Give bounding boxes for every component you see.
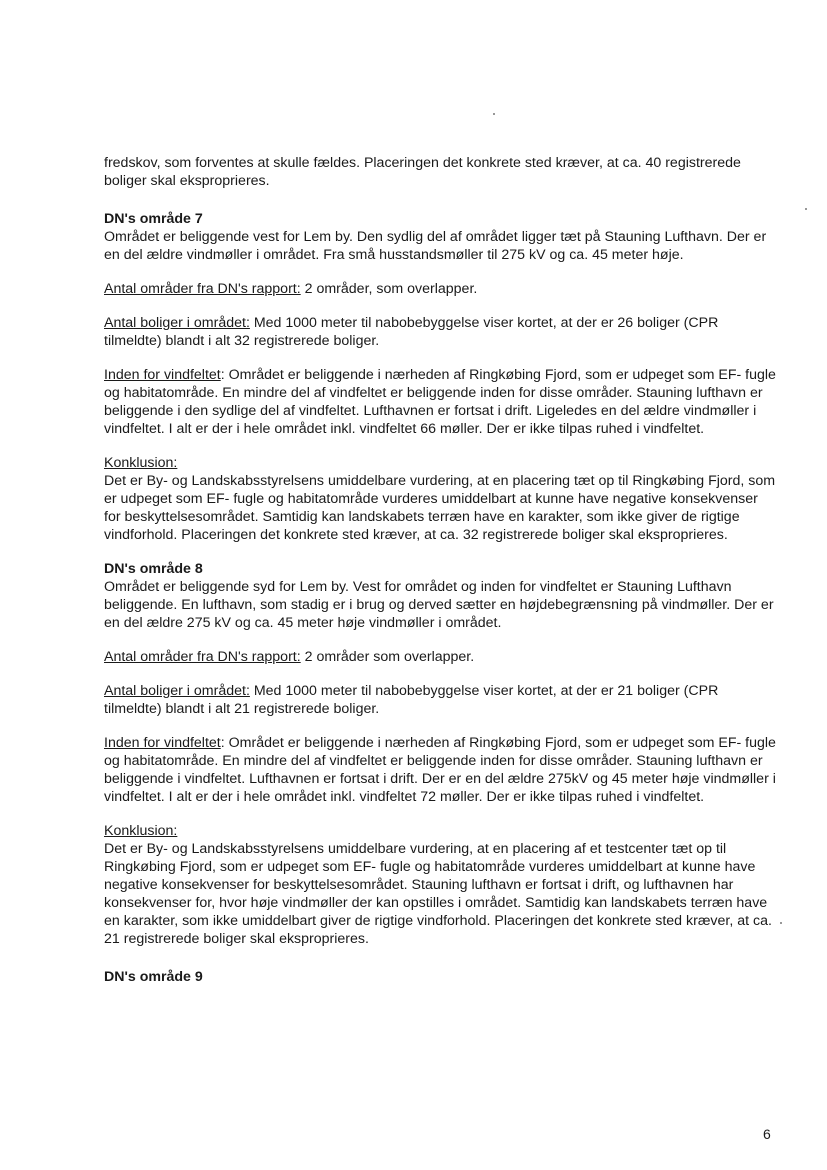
vindfelt-text: : Området er beliggende i nærheden af Ringkøbing Fjord, som er udpeget som EF- fugle og habitatområde. En mindre del af vindfeltet er beliggende inden for disse områder. Stauning lufthavn er beliggende i vindfeltet. Lufthavnen er fortsat i drift. Der er en del ældre 275kV og 45 meter høje vindmøller i vindfeltet. I alt er der i hele området inkl. vindfeltet 72 møller. Der er ikke tilpas ruhed i vindfeltet. xyxy=(104,735,776,805)
vindfelt-label: Inden for vindfeltet xyxy=(104,367,221,383)
antal-boliger-text: Med 1000 meter til nabobebyggelse viser kortet, at der er 26 boliger (CPR tilmeldte) blandt i alt 32 registrerede boliger. xyxy=(104,315,719,349)
antal-omrader-label: Antal områder fra DN's rapport: xyxy=(104,281,301,297)
document-body xyxy=(104,154,776,986)
konklusion-label: Konklusion: xyxy=(104,823,178,839)
page-number: 6 xyxy=(763,1126,771,1142)
vindfelt-text: : Området er beliggende i nærheden af Ringkøbing Fjord, som er udpeget som EF- fugle og habitatområde. En mindre del af vindfeltet er beliggende inden for disse områder. Stauning lufthavn er beliggende i den sydlige del af vindfeltet. Lufthavnen er fortsat i drift. Ligeledes en del ældre vindmøller i vindfeltet. I alt er der i hele området inkl. vindfeltet 66 møller. Der er ikke tilpas ruhed i vindfeltet. xyxy=(104,367,776,437)
antal-boliger-label: Antal boliger i området: xyxy=(104,315,250,331)
section-heading-omrade-8: DN's område 8 xyxy=(104,561,203,577)
antal-omrader-text: 2 områder som overlapper. xyxy=(300,649,475,665)
vindfelt-omrade-8 xyxy=(104,734,776,806)
antal-boliger-omrade-8 xyxy=(104,682,776,718)
antal-boliger-label: Antal boliger i området: xyxy=(104,683,250,699)
antal-omrader-text: 2 områder, som overlapper. xyxy=(300,281,478,297)
scan-speck xyxy=(780,922,782,924)
intro-paragraph: fredskov, som forventes at skulle fældes. Placeringen det konkrete sted kræver, at ca. 40 registrerede boliger skal eksproprieres. xyxy=(104,155,741,189)
vindfelt-label: Inden for vindfeltet xyxy=(104,735,221,751)
scan-speck xyxy=(805,208,807,210)
scan-speck xyxy=(493,113,495,115)
section-description-omrade-7: Området er beliggende vest for Lem by. Den sydlig del af området ligger tæt på Stauning Lufthavn. Der er en del ældre vindmøller i området. Fra små husstandsmøller til 275 kV og ca. 45 meter høje. xyxy=(104,229,767,263)
konklusion-text: Det er By- og Landskabsstyrelsens umiddelbare vurdering, at en placering tæt op til Ringkøbing Fjord, som er udpeget som EF- fugle og habitatområde vurderes umiddelbart at kunne have negative konsekvenser for beskyttelsesområdet. Samtidig kan landskabets terræn have en karakter, som ikke giver de rigtige vindforhold. Placeringen det konkrete sted kræver, at ca. 32 registrerede boliger skal eksproprieres. xyxy=(104,473,776,543)
section-description-omrade-8: Området er beliggende syd for Lem by. Vest for området og inden for vindfeltet er Stauning Lufthavn beliggende. En lufthavn, som stadig er i brug og derved sætter en højdebegrænsning på vindmøller. Der er en del ældre 275 kV og ca. 45 meter høje vindmøller i området. xyxy=(104,579,774,631)
konklusion-text: Det er By- og Landskabsstyrelsens umiddelbare vurdering, at en placering af et testcenter tæt op til Ringkøbing Fjord, som er udpeget som EF- fugle og habitatområde vurderes umiddelbart at kunne have negative konsekvenser for beskyttelsesområdet. Stauning lufthavn er fortsat i drift, og lufthavnen har konsekvenser for, hvor høje vindmøller der kan opstilles i området. Samtidig kan landskabets terræn have en karakter, som ikke umiddelbart giver de rigtige vindforhold. Placeringen det konkrete sted kræver, at ca. 21 registrerede boliger skal eksproprieres. xyxy=(104,841,772,947)
konklusion-label: Konklusion: xyxy=(104,455,178,471)
antal-boliger-text: Med 1000 meter til nabobebyggelse viser kortet, at der er 21 boliger (CPR tilmeldte) blandt i alt 21 registrerede boliger. xyxy=(104,683,719,717)
antal-omrader-label: Antal områder fra DN's rapport: xyxy=(104,649,301,665)
antal-omrader-omrade-7 xyxy=(104,280,776,298)
antal-boliger-omrade-7 xyxy=(104,314,776,350)
section-heading-omrade-7: DN's område 7 xyxy=(104,211,203,227)
antal-omrader-omrade-8 xyxy=(104,648,776,666)
vindfelt-omrade-7 xyxy=(104,366,776,438)
konklusion-omrade-8 xyxy=(104,822,776,948)
section-heading-omrade-9: DN's område 9 xyxy=(104,969,203,985)
konklusion-omrade-7 xyxy=(104,454,776,544)
